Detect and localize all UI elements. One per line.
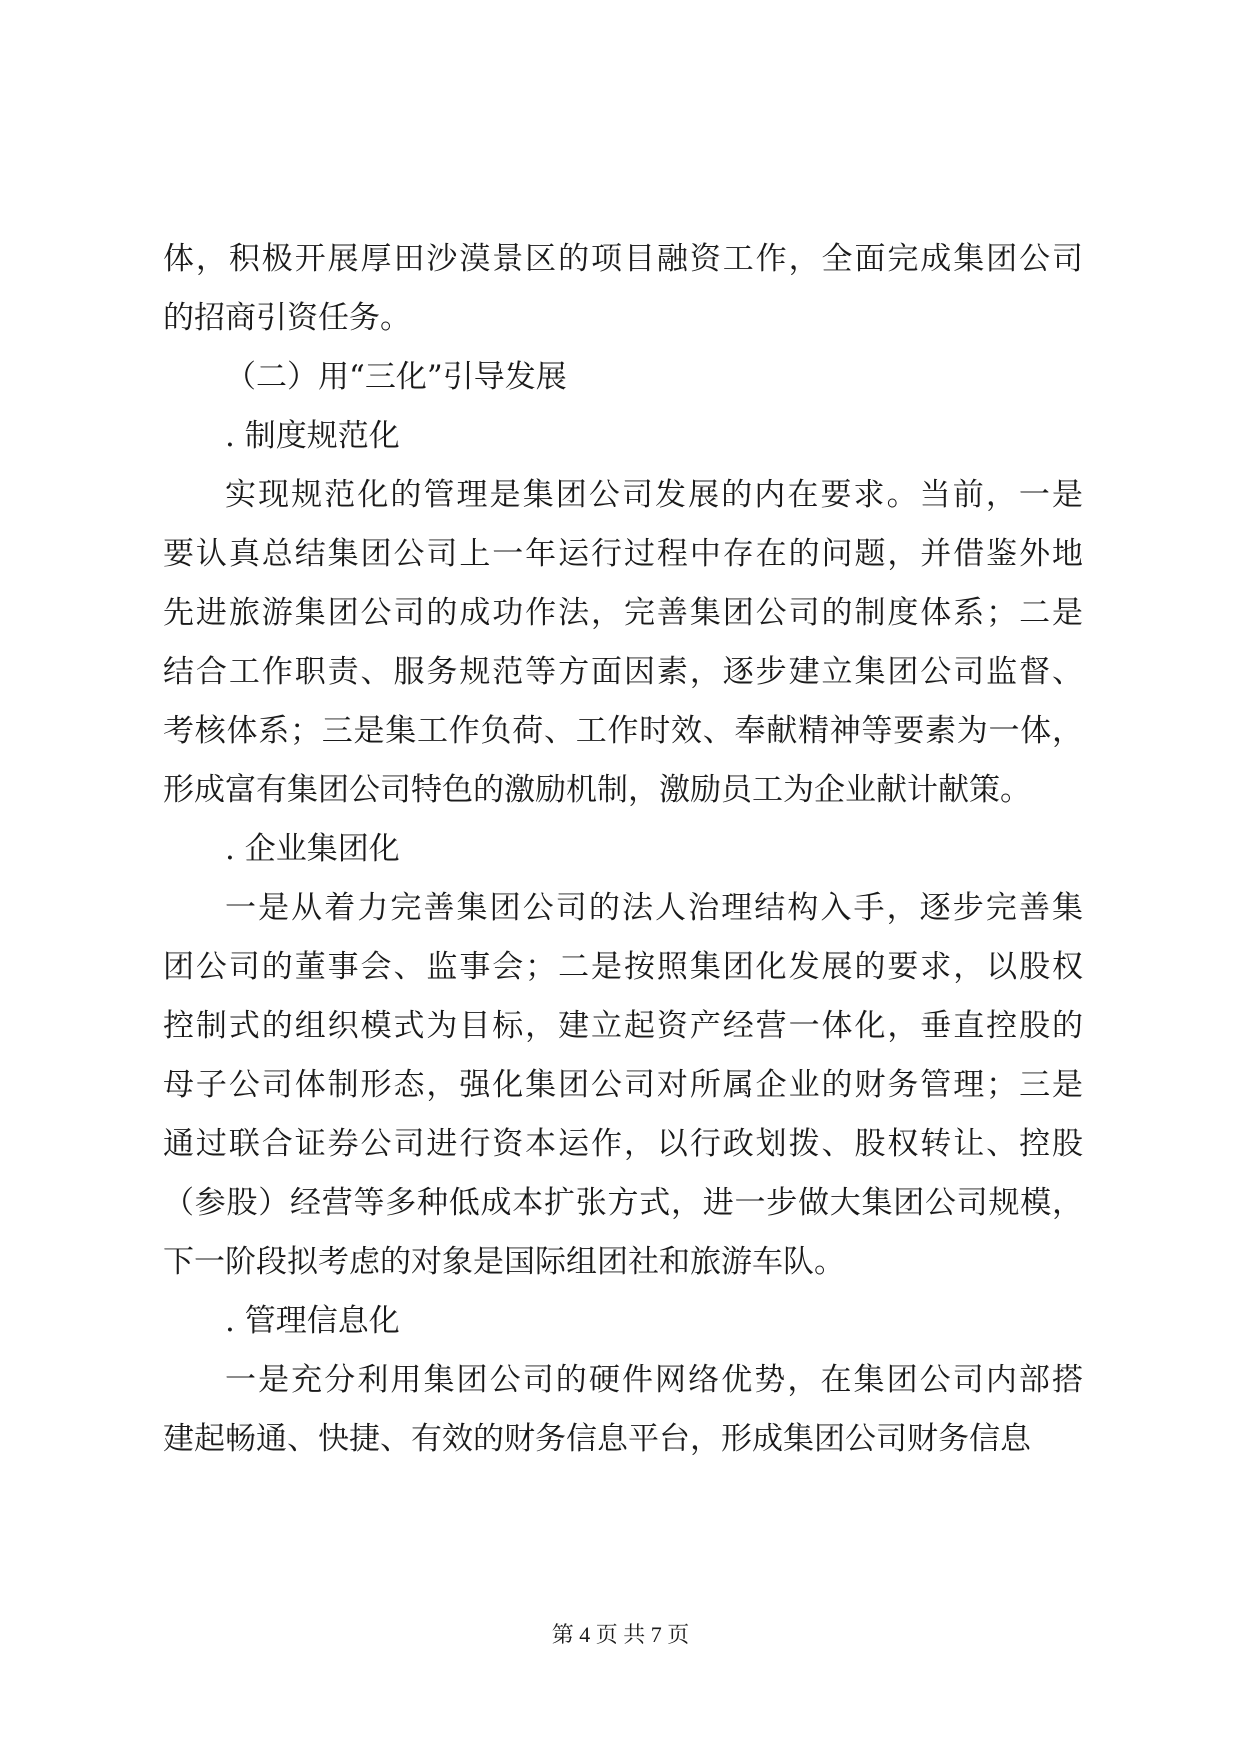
paragraph-line: 下一阶段拟考虑的对象是国际组团社和旅游车队。	[163, 1244, 845, 1280]
page-footer: 第 4 页 共 7 页	[551, 1622, 690, 1647]
paragraph-line: 建起畅通、快捷、有效的财务信息平台，形成集团公司财务信息	[163, 1421, 1031, 1457]
paragraph-line: 控制式的组织模式为目标，建立起资产经营一体化，垂直控股的	[163, 1008, 1083, 1044]
paragraph-line: 先进旅游集团公司的成功作法，完善集团公司的制度体系；二是	[163, 595, 1083, 631]
section-heading: . 制度规范化	[225, 418, 400, 454]
paragraph-line: 体，积极开展厚田沙漠景区的项目融资工作，全面完成集团公司	[163, 241, 1083, 277]
paragraph-line: 考核体系；三是集工作负荷、工作时效、奉献精神等要素为一体，	[163, 713, 1083, 749]
paragraph-line: 要认真总结集团公司上一年运行过程中存在的问题，并借鉴外地	[163, 536, 1083, 572]
document-body	[163, 230, 1083, 1469]
paragraph-line: 一是从着力完善集团公司的法人治理结构入手，逐步完善集	[225, 890, 1083, 926]
section-heading: （二）用“三化”引导发展	[225, 359, 567, 395]
paragraph-line: 的招商引资任务。	[163, 300, 411, 336]
paragraph-line: 通过联合证券公司进行资本运作，以行政划拨、股权转让、控股	[163, 1126, 1083, 1162]
paragraph-line: 形成富有集团公司特色的激励机制，激励员工为企业献计献策。	[163, 772, 1031, 808]
paragraph-line: 母子公司体制形态，强化集团公司对所属企业的财务管理；三是	[163, 1067, 1083, 1103]
paragraph-line: 结合工作职责、服务规范等方面因素，逐步建立集团公司监督、	[163, 654, 1083, 690]
paragraph-line: 团公司的董事会、监事会；二是按照集团化发展的要求，以股权	[163, 949, 1083, 985]
paragraph-line: 一是充分利用集团公司的硬件网络优势，在集团公司内部搭	[225, 1362, 1083, 1398]
section-heading: . 企业集团化	[225, 831, 400, 867]
paragraph-line: 实现规范化的管理是集团公司发展的内在要求。当前，一是	[225, 477, 1083, 513]
section-heading: . 管理信息化	[225, 1303, 400, 1339]
paragraph-line: （参股）经营等多种低成本扩张方式，进一步做大集团公司规模，	[163, 1185, 1083, 1221]
